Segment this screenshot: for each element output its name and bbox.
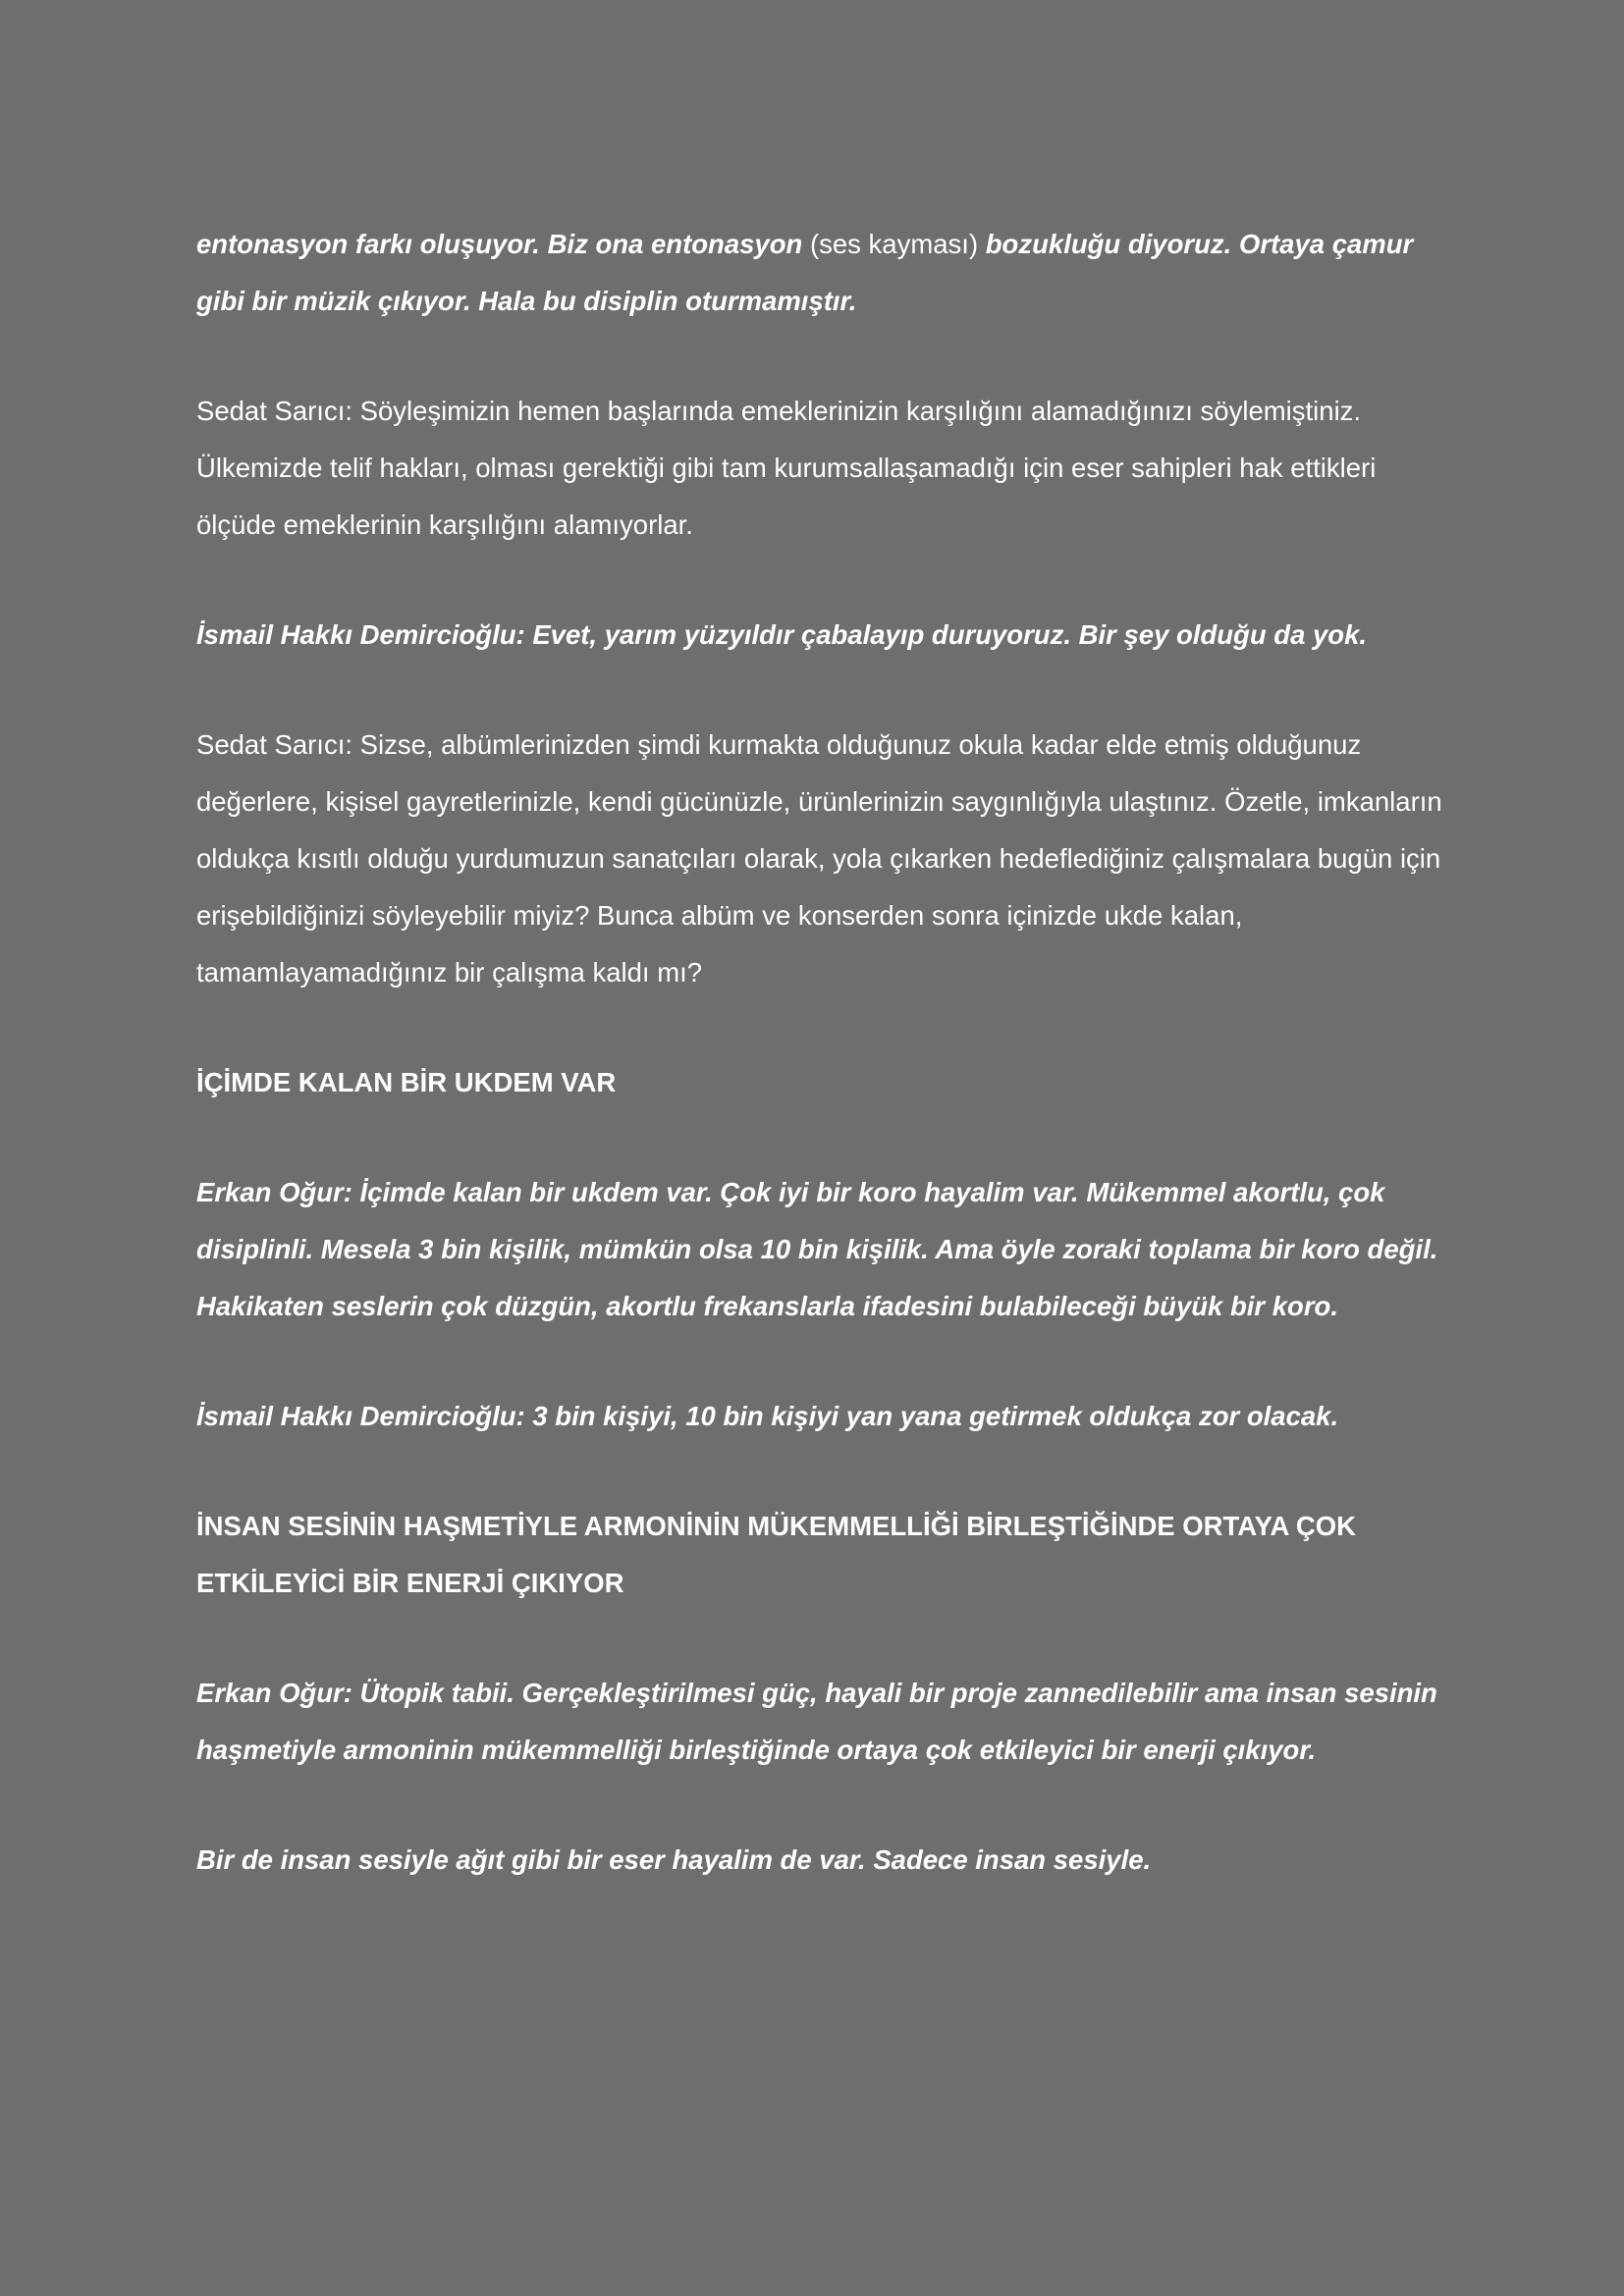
paragraph-ismail-answer-2: İsmail Hakkı Demircioğlu: 3 bin kişiyi, 10 bin kişiyi yan yana getirmek oldukça zor olacak. — [196, 1401, 1339, 1431]
paragraph-entonasyon — [196, 216, 1453, 330]
paragraph-sedat-question-2: Sedat Sarıcı: Sizse, albümlerinizden şimdi kurmakta olduğunuz okula kadar elde etmiş olduğunuz değerlere, kişisel gayretlerinizle, kendi gücünüzle, ürünlerinizin saygınlığıyla ulaştınız. Özetle, imkanların oldukça kısıtlı olduğu yurdumuzun sanatçıları olarak, yola çıkarken hedeflediğiniz çalışmalara bugün için erişebildiğinizi söyleyebilir miyiz? Bunca albüm ve konserden sonra içinizde ukde kalan, tamamlayamadığınız bir çalışma kaldı mı? — [196, 729, 1442, 988]
paragraph-erkan-answer-2: Erkan Oğur: Ütopik tabii. Gerçekleştirilmesi güç, hayali bir proje zannedilebilir ama insan sesinin haşmetiyle armoninin mükemmelliği birleştiğinde ortaya çok etkileyici bir enerji çıkıyor. — [196, 1678, 1437, 1765]
paragraph-text-regular: (ses kayması) — [802, 229, 986, 259]
paragraph-text-bold: entonasyon farkı oluşuyor. Biz ona entonasyon — [196, 229, 803, 259]
section-heading-insan-sesi: İNSAN SESİNİN HAŞMETİYLE ARMONİNİN MÜKEMMELLİĞİ BİRLEŞTİĞİNDE ORTAYA ÇOK ETKİLEYİCİ BİR ENERJİ ÇIKIYOR — [196, 1511, 1357, 1598]
paragraph-sedat-question-1: Sedat Sarıcı: Söyleşimizin hemen başlarında emeklerinizin karşılığını alamadığınızı söylemiştiniz. Ülkemizde telif hakları, olması gerektiği gibi tam kurumsallaşamadığı için eser sahipleri hak ettikleri ölçüde emeklerinin karşılığını alamıyorlar. — [196, 396, 1377, 540]
paragraph-erkan-answer-3: Bir de insan sesiyle ağıt gibi bir eser hayalim de var. Sadece insan sesiyle. — [196, 1844, 1152, 1875]
paragraph-ismail-answer-1: İsmail Hakkı Demircioğlu: Evet, yarım yüzyıldır çabalayıp duruyoruz. Bir şey olduğu da yok. — [196, 619, 1368, 650]
section-heading-ukde: İÇİMDE KALAN BİR UKDEM VAR — [196, 1067, 617, 1097]
document-page — [196, 216, 1453, 1889]
paragraph-text-bold: bozukluğu diyoruz. Ortaya çamur gibi bir müzik çıkıyor. Hala bu disiplin oturmamıştır. — [196, 229, 1414, 316]
paragraph-erkan-answer-1: Erkan Oğur: İçimde kalan bir ukdem var. Çok iyi bir koro hayalim var. Mükemmel akortlu, çok disiplinli. Mesela 3 bin kişilik, mümkün olsa 10 bin kişilik. Ama öyle zoraki toplama bir koro değil. Hakikaten seslerin çok düzgün, akortlu frekanslarla ifadesini bulabileceği büyük bir koro. — [196, 1177, 1438, 1321]
